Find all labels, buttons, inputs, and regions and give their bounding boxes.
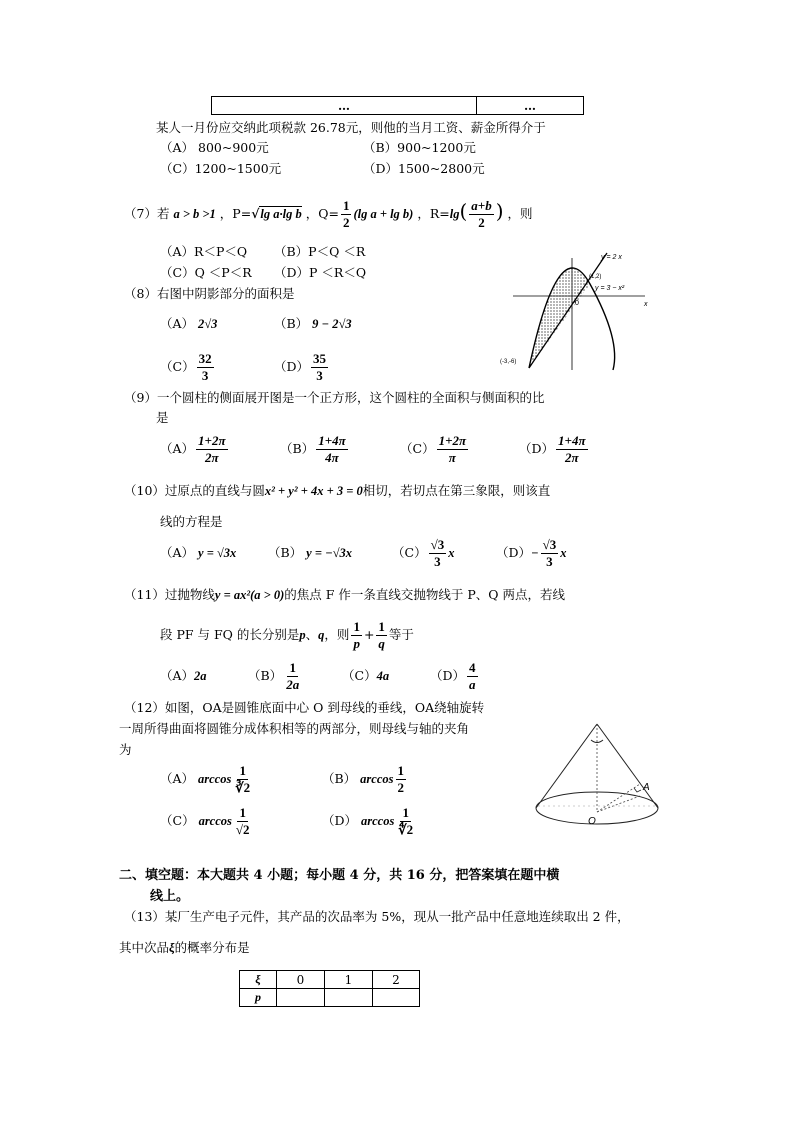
point-label: (1,2) (589, 274, 602, 280)
question-11-stem: （11）过抛物线y = ax²(a > 0)的焦点 F 作一条直线交抛物线于 P、Q 两点，若线 (124, 587, 566, 602)
option-a: （A） arccos $\frac{1}{∛2}$ (160, 763, 251, 795)
option-c: （C） $\frac{√3}{3}$ x (392, 537, 455, 569)
question-10-stem-cont: 线的方程是 (160, 514, 223, 529)
option-d: （D） arccos $\frac{1}{∜2}$ (322, 805, 414, 837)
option-b: （B） $\frac{1}{2a}$ (248, 660, 300, 692)
top-table-cell: … (212, 97, 477, 115)
section-heading: 二、填空题：本大题共 4 小题；每小题 4 分，共 16 分，把答案填在题中横 (119, 868, 560, 883)
label-a: A (643, 782, 650, 793)
cone-figure (528, 720, 666, 836)
question-8-stem: （8）右图中阴影部分的面积是 (124, 286, 295, 301)
option-d: （D）1500~2800元 (363, 161, 485, 176)
question-12-stem-cont: 一周所得曲面将圆锥分成体积相等的两部分，则母线与轴的夹角 (119, 721, 470, 736)
probability-table (239, 970, 420, 1007)
option-b: （B） y = −√3x (268, 545, 353, 560)
section-heading-cont: 线上。 (150, 889, 190, 904)
x-axis-label: x (644, 301, 648, 308)
option-c: （C）1200~1500元 (160, 161, 282, 176)
option-b: （B） arccos $\frac{1}{2}$ (322, 763, 404, 795)
top-table-cell: … (477, 97, 584, 115)
option-c: （C） arccos $\frac{1}{√2}$ (160, 805, 250, 837)
option-a: （A）2a (160, 668, 207, 683)
option-c: （C）Q ＜P＜R (160, 265, 252, 280)
option-d: （D）P ＜R＜Q (274, 265, 367, 280)
cone-side-left (536, 724, 597, 808)
option-d: （D）− $\frac{√3}{3}$ x (496, 537, 567, 569)
table-cell: 2 (373, 971, 420, 989)
shaded-region (529, 268, 590, 368)
table-cell: 1 (325, 971, 373, 989)
q7-r-prefix: lg (449, 207, 460, 221)
question-12-stem: （12）如图，OA是圆锥底面中心 O 到母线的垂线，OA绕轴旋转 (124, 700, 485, 715)
option-d: （D） $\frac{4}{a}$ (430, 660, 476, 692)
label-o: O (588, 816, 596, 827)
option-b: （B） $\frac{1+4\pi}{4\pi}$ (280, 433, 346, 465)
q7-q-expr: (lg a + lg b) (353, 207, 414, 221)
table-cell (325, 989, 373, 1007)
question-11-stem-cont: 段 PF 与 FQ 的长分别是p、q，则 $\frac{1}{p}$ + $\frac{1}{q}$ 等于 (160, 619, 414, 651)
option-c: （C） $\frac{32}{3}$ (160, 351, 212, 383)
table-cell: ξ (240, 971, 277, 989)
q7-condition: a > b >1 (173, 207, 216, 221)
q7-p-label: ，P= (219, 206, 252, 221)
line-label: y = 2 x (601, 254, 622, 261)
option-a: （A） y = √3x (160, 545, 237, 560)
option-a: （A） 2√3 (160, 316, 218, 331)
origin-label: 0 (575, 300, 579, 307)
table-cell: 0 (277, 971, 325, 989)
q7-q-label: ，Q= (305, 206, 339, 221)
area-graph (500, 250, 655, 372)
option-b: （B） 9 − 2√3 (274, 316, 352, 331)
question-9-stem-cont: 是 (156, 410, 169, 425)
option-b: （B）900~1200元 (363, 140, 476, 155)
option-c: （C） $\frac{1+2\pi}{\pi}$ (400, 433, 467, 465)
option-a: （A） 800~900元 (160, 140, 269, 155)
option-c: （C）4a (342, 668, 390, 683)
option-b: （B）P＜Q ＜R (274, 244, 366, 259)
option-a: （A） $\frac{1+2\pi}{2\pi}$ (160, 433, 226, 465)
q7-r-label: ，R= (417, 206, 450, 221)
q7-r-fraction: $\frac{a+b}{2}$ (471, 198, 492, 230)
table-cell (373, 989, 420, 1007)
question-10-stem: （10）过原点的直线与圆x² + y² + 4x + 3 = 0相切，若切点在第三象限，则该直 (124, 483, 551, 498)
option-d: （D） $\frac{35}{3}$ (274, 351, 327, 383)
top-table (211, 96, 584, 115)
q7-p-expr: lg a·lg b (260, 207, 302, 221)
question-12-stem-cont: 为 (119, 742, 132, 757)
right-angle-mark (634, 788, 641, 792)
cone-side-right (597, 724, 658, 808)
question-9-stem: （9）一个圆柱的侧面展开图是一个正方形，这个圆柱的全面积与侧面积的比 (124, 390, 545, 405)
point2-label: (-3,-6) (500, 359, 517, 365)
question-7-stem: （7）若 a > b >1 ，P=√lg a·lg b ，Q= $\frac{1}{2}$ (lg a + lg b) ，R=lg( $\frac{a+b}{2}$ ) ，则 (124, 198, 533, 230)
curve-label: y = 3 − x² (595, 285, 625, 292)
q7-half-fraction: $\frac{1}{2}$ (342, 198, 350, 230)
q7-tail: ，则 (507, 206, 533, 221)
table-cell (277, 989, 325, 1007)
question-13-stem-cont: 其中次品ξ的概率分布是 (119, 940, 250, 955)
tax-question-line: 某人一月份应交纳此项税款 26.78元，则他的当月工资、薪金所得介于 (156, 120, 546, 135)
table-cell: p (240, 989, 277, 1007)
question-13-stem: （13）某厂生产电子元件，其产品的次品率为 5%，现从一批产品中任意地连续取出 2 件， (124, 909, 630, 924)
perpendicular-oa (597, 784, 640, 812)
option-d: （D） $\frac{1+4\pi}{2\pi}$ (519, 433, 586, 465)
q7-lead: （7）若 (124, 206, 170, 221)
option-a: （A）R＜P＜Q (160, 244, 248, 259)
